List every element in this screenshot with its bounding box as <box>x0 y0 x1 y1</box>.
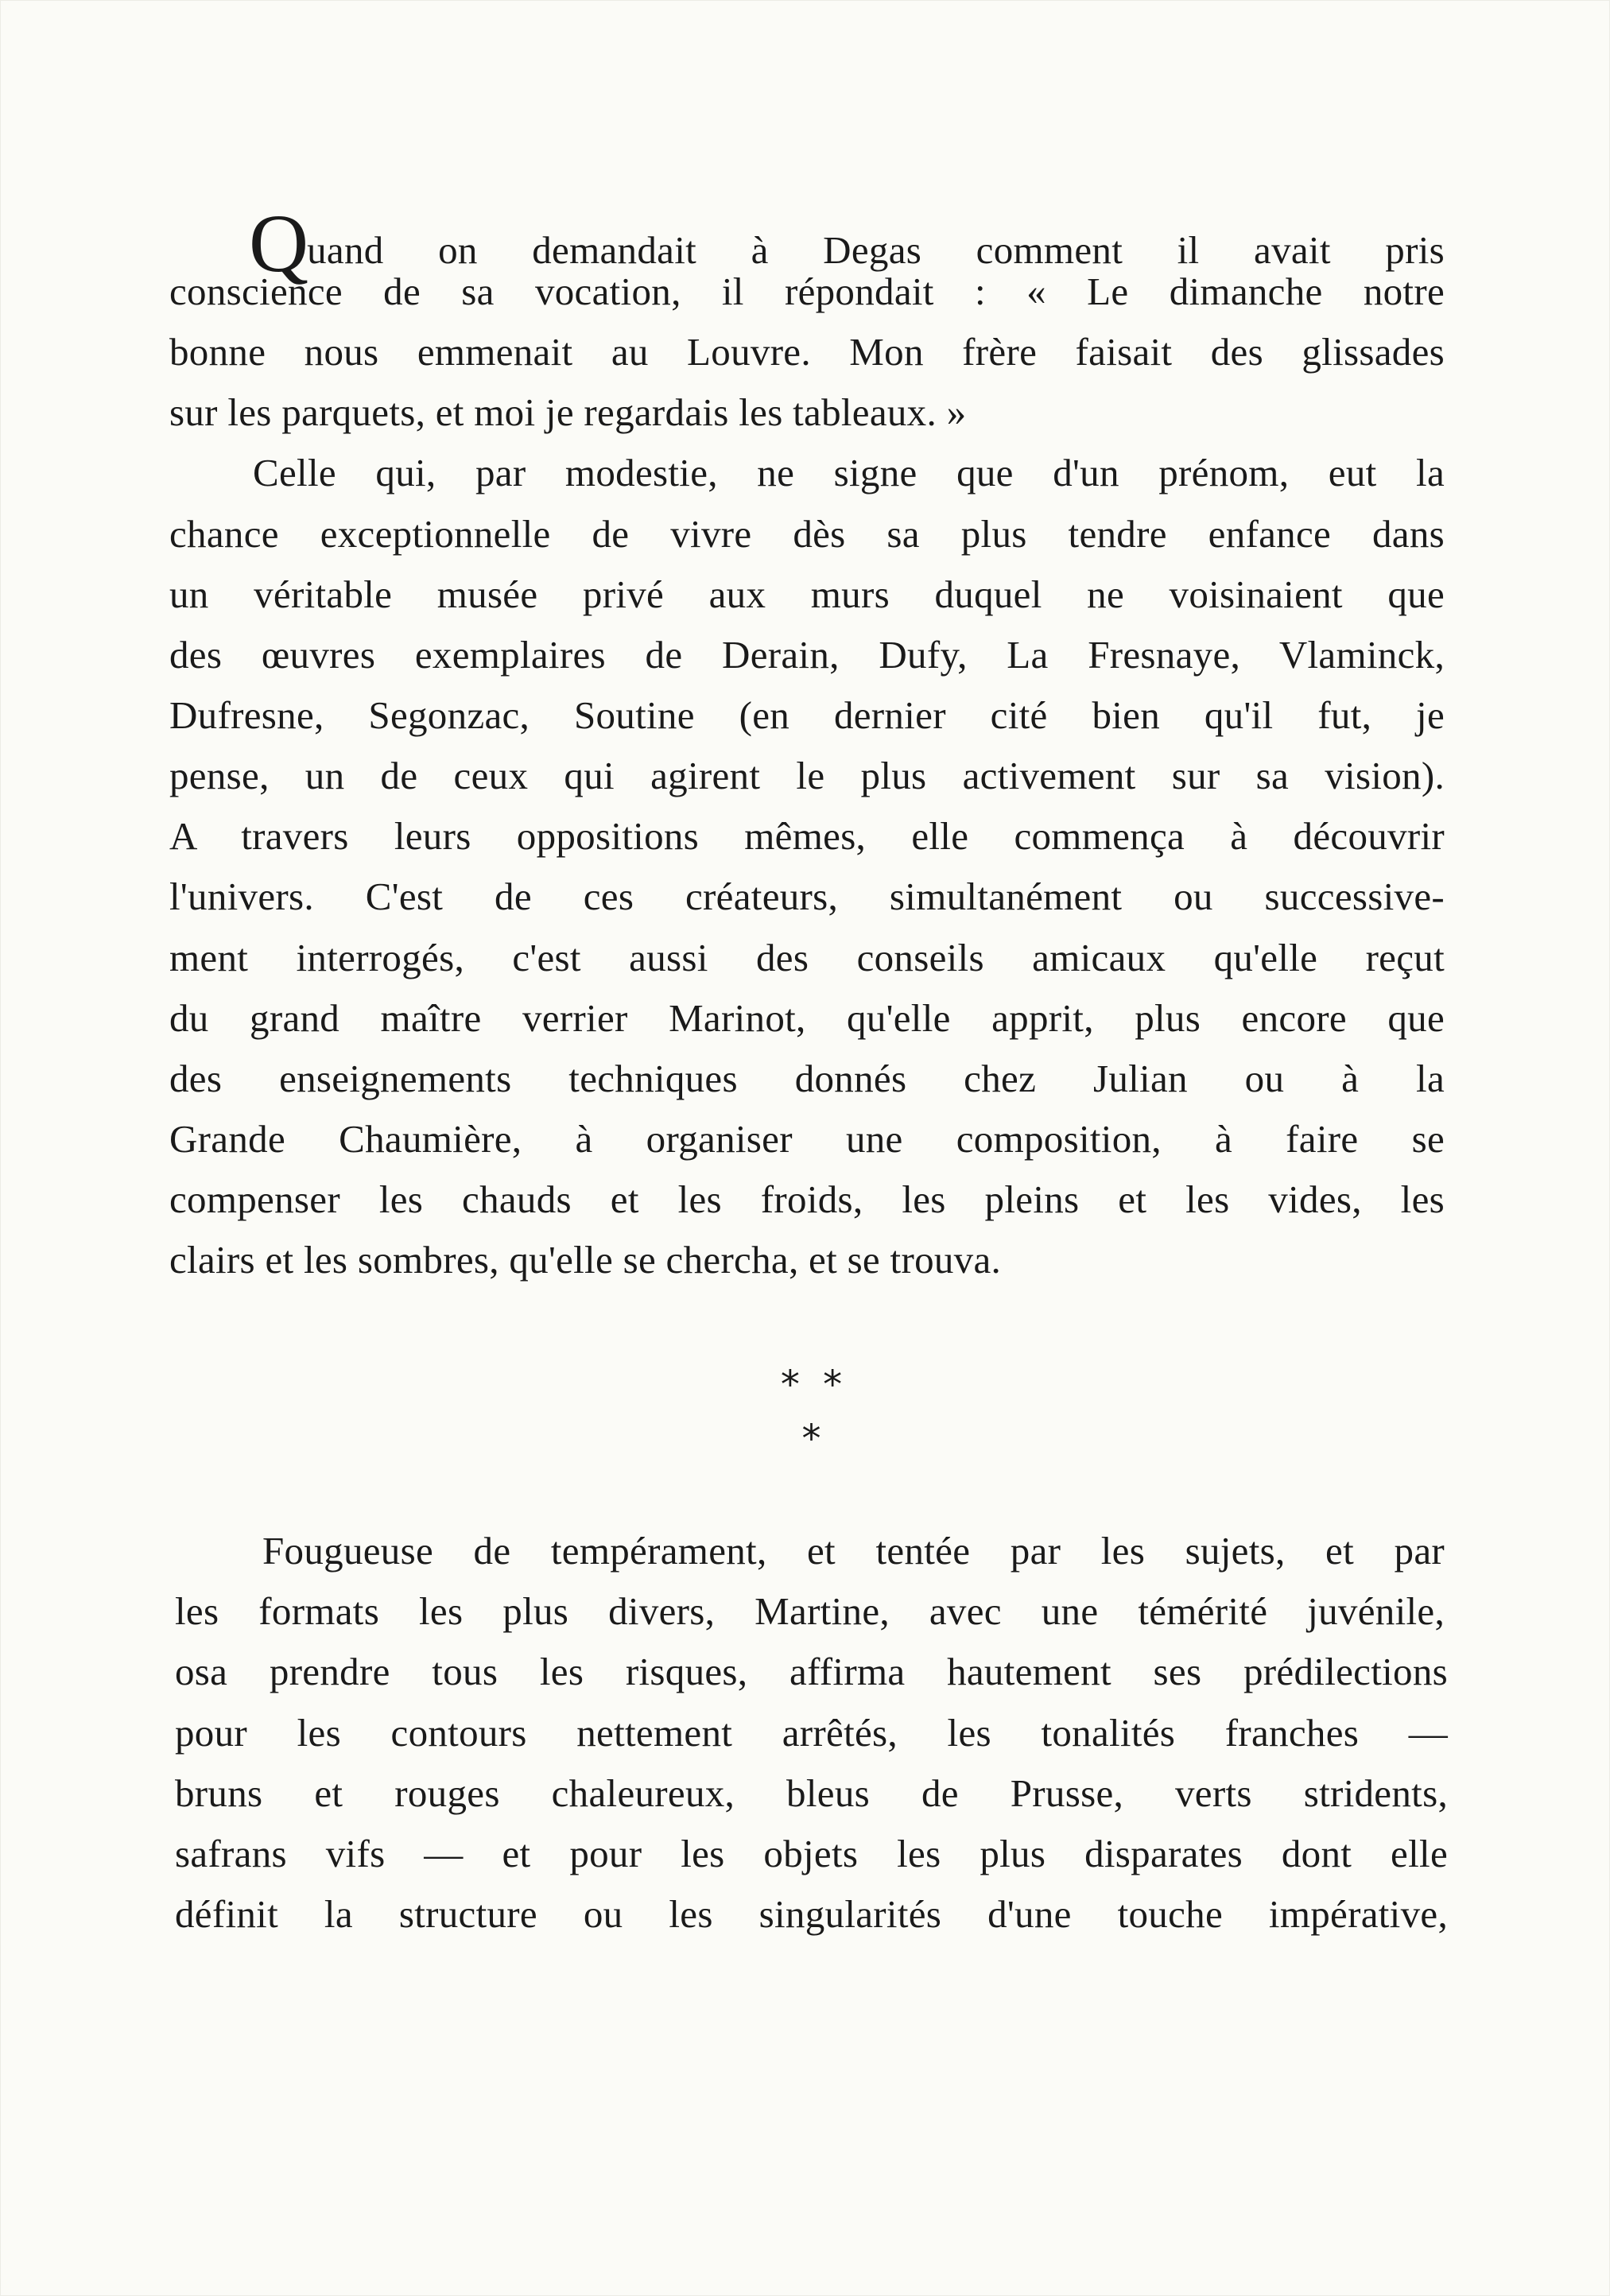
paragraph-2-line-11: des enseignements techniques donnés chez Julian ou à la <box>169 1057 1445 1100</box>
paragraph-3-line-2: les formats les plus divers, Martine, avec une témérité juvénile, <box>175 1589 1445 1633</box>
paragraph-3-line-7: définit la structure ou les singularités d'une touche impérative, <box>175 1892 1448 1936</box>
paragraph-2-line-2: chance exceptionnelle de vivre dès sa plus tendre enfance dans <box>169 512 1445 556</box>
separator-stars-top: * * <box>780 1363 843 1407</box>
separator-stars-bottom: * <box>801 1417 821 1461</box>
paragraph-2-line-10: du grand maître verrier Marinot, qu'elle apprit, plus encore que <box>169 996 1445 1040</box>
paragraph-2-line-6: pense, un de ceux qui agirent le plus activement sur sa vision). <box>169 754 1445 797</box>
paragraph-3-line-6: safrans vifs — et pour les objets les plus disparates dont elle <box>175 1832 1448 1875</box>
paragraph-1-line-1-text: uand on demandait à Degas comment il avait pris <box>307 228 1445 272</box>
paragraph-2-line-12: Grande Chaumière, à organiser une composition, à faire se <box>169 1117 1445 1161</box>
paragraph-1-line-3: bonne nous emmenait au Louvre. Mon frère faisait des glissades <box>169 330 1445 374</box>
paragraph-2-line-3: un véritable musée privé aux murs duquel ne voisinaient que <box>169 572 1445 616</box>
paragraph-3-line-5: bruns et rouges chaleureux, bleus de Prusse, verts stridents, <box>175 1771 1448 1815</box>
paragraph-3-line-3: osa prendre tous les risques, affirma hautement ses prédilections <box>175 1650 1448 1693</box>
paragraph-2-line-5: Dufresne, Segonzac, Soutine (en dernier cité bien qu'il fut, je <box>169 693 1445 737</box>
paragraph-2-line-13: compenser les chauds et les froids, les pleins et les vides, les <box>169 1177 1445 1221</box>
paragraph-3-line-4: pour les contours nettement arrêtés, les tonalités franches — <box>175 1711 1448 1755</box>
drop-cap: Q <box>249 198 306 289</box>
paragraph-2-line-7: A travers leurs oppositions mêmes, elle commença à découvrir <box>169 814 1445 858</box>
paragraph-2-line-14: clairs et les sombres, qu'elle se chercha, et se trouva. <box>169 1238 1002 1282</box>
paragraph-2-line-1: Celle qui, par modestie, ne signe que d'un prénom, eut la <box>253 451 1445 494</box>
paragraph-2-line-4: des œuvres exemplaires de Derain, Dufy, La Fresnaye, Vlaminck, <box>169 633 1445 677</box>
paragraph-2-line-8: l'univers. C'est de ces créateurs, simultanément ou successive- <box>169 875 1445 918</box>
paragraph-3-line-1: Fougueuse de tempérament, et tentée par les sujets, et par <box>262 1529 1445 1573</box>
paragraph-1-line-2: conscience de sa vocation, il répondait : « Le dimanche notre <box>169 270 1445 313</box>
paragraph-1-line-4: sur les parquets, et moi je regardais les tableaux. » <box>169 390 967 434</box>
paragraph-2-line-9: ment interrogés, c'est aussi des conseils amicaux qu'elle reçut <box>169 936 1445 979</box>
